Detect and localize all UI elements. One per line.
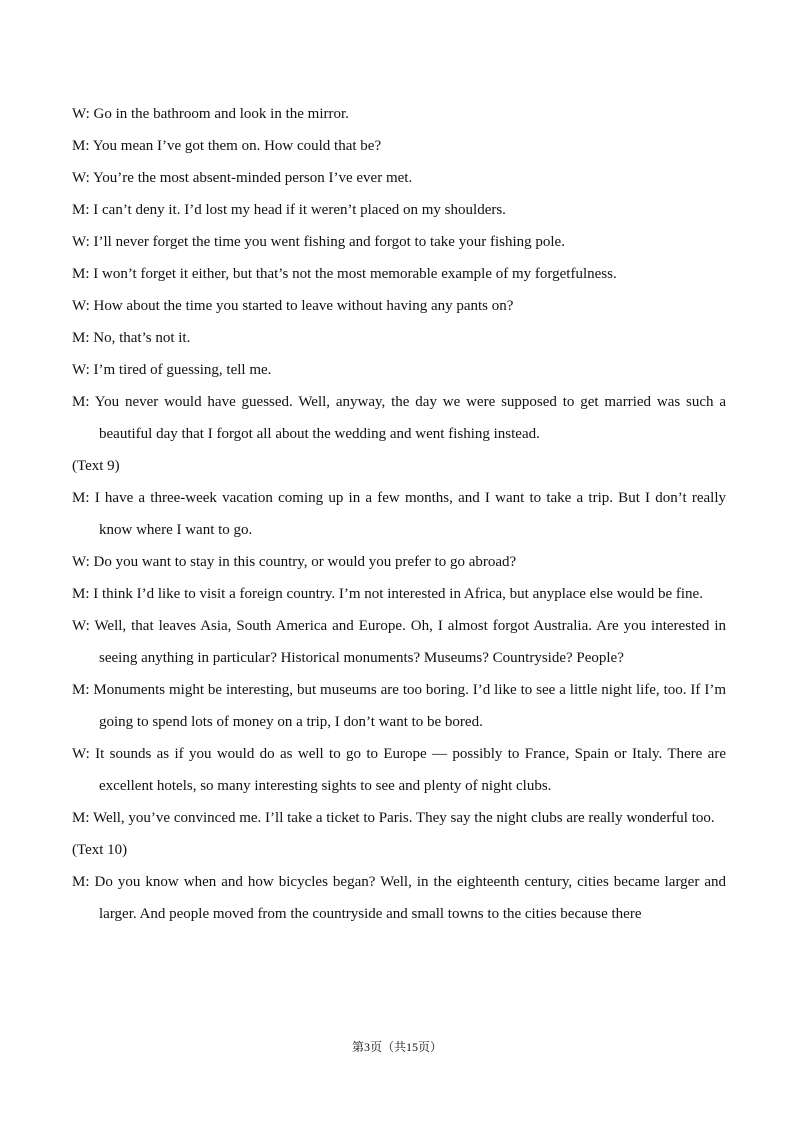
dialogue-line: M: Monuments might be interesting, but museums are too boring. I’d like to see a little night life, too. If I’m going to spend lots of money on a trip, I don’t want to be bored. (72, 682, 726, 730)
dialogue-line: M: You mean I’ve got them on. How could that be? (72, 138, 382, 154)
dialogue-line: W: How about the time you started to leave without having any pants on? (72, 298, 514, 314)
section-heading-text-10: (Text 10) (72, 842, 128, 858)
dialogue-line: M: You never would have guessed. Well, anyway, the day we were supposed to get married was such a beautiful day that I forgot all about the wedding and went fishing instead. (72, 394, 726, 442)
dialogue-line: W: Well, that leaves Asia, South America and Europe. Oh, I almost forgot Australia. Are you interested in seeing anything in particular? Historical monuments? Museums? Countryside? People? (72, 618, 726, 666)
dialogue-line: W: I’ll never forget the time you went fishing and forgot to take your fishing pole. (72, 234, 565, 250)
dialogue-line: W: It sounds as if you would do as well to go to Europe — possibly to France, Spain or Italy. There are excellent hotels, so many interesting sights to see and plenty of night clubs. (72, 746, 726, 794)
dialogue-line: M: I won’t forget it either, but that’s not the most memorable example of my forgetfulness. (72, 266, 617, 282)
dialogue-line: M: I think I’d like to visit a foreign country. I’m not interested in Africa, but anyplace else would be fine. (72, 586, 703, 602)
dialogue-line: M: Well, you’ve convinced me. I’ll take a ticket to Paris. They say the night clubs are really wonderful too. (72, 810, 715, 826)
transcript-body (72, 98, 726, 930)
dialogue-line: W: You’re the most absent-minded person I’ve ever met. (72, 170, 413, 186)
dialogue-line: W: Go in the bathroom and look in the mirror. (72, 106, 349, 122)
dialogue-line: M: I can’t deny it. I’d lost my head if it weren’t placed on my shoulders. (72, 202, 506, 218)
section-heading-text-9: (Text 9) (72, 458, 120, 474)
dialogue-line: M: I have a three-week vacation coming up in a few months, and I want to take a trip. But I don’t really know where I want to go. (72, 490, 726, 538)
dialogue-line: M: No, that’s not it. (72, 330, 191, 346)
dialogue-line: W: I’m tired of guessing, tell me. (72, 362, 272, 378)
dialogue-line: W: Do you want to stay in this country, or would you prefer to go abroad? (72, 554, 517, 570)
dialogue-line: M: Do you know when and how bicycles began? Well, in the eighteenth century, cities became larger and larger. And people moved from the countryside and small towns to the cities because there (72, 874, 726, 922)
page-number-footer: 第3页（共15页） (351, 1040, 442, 1054)
